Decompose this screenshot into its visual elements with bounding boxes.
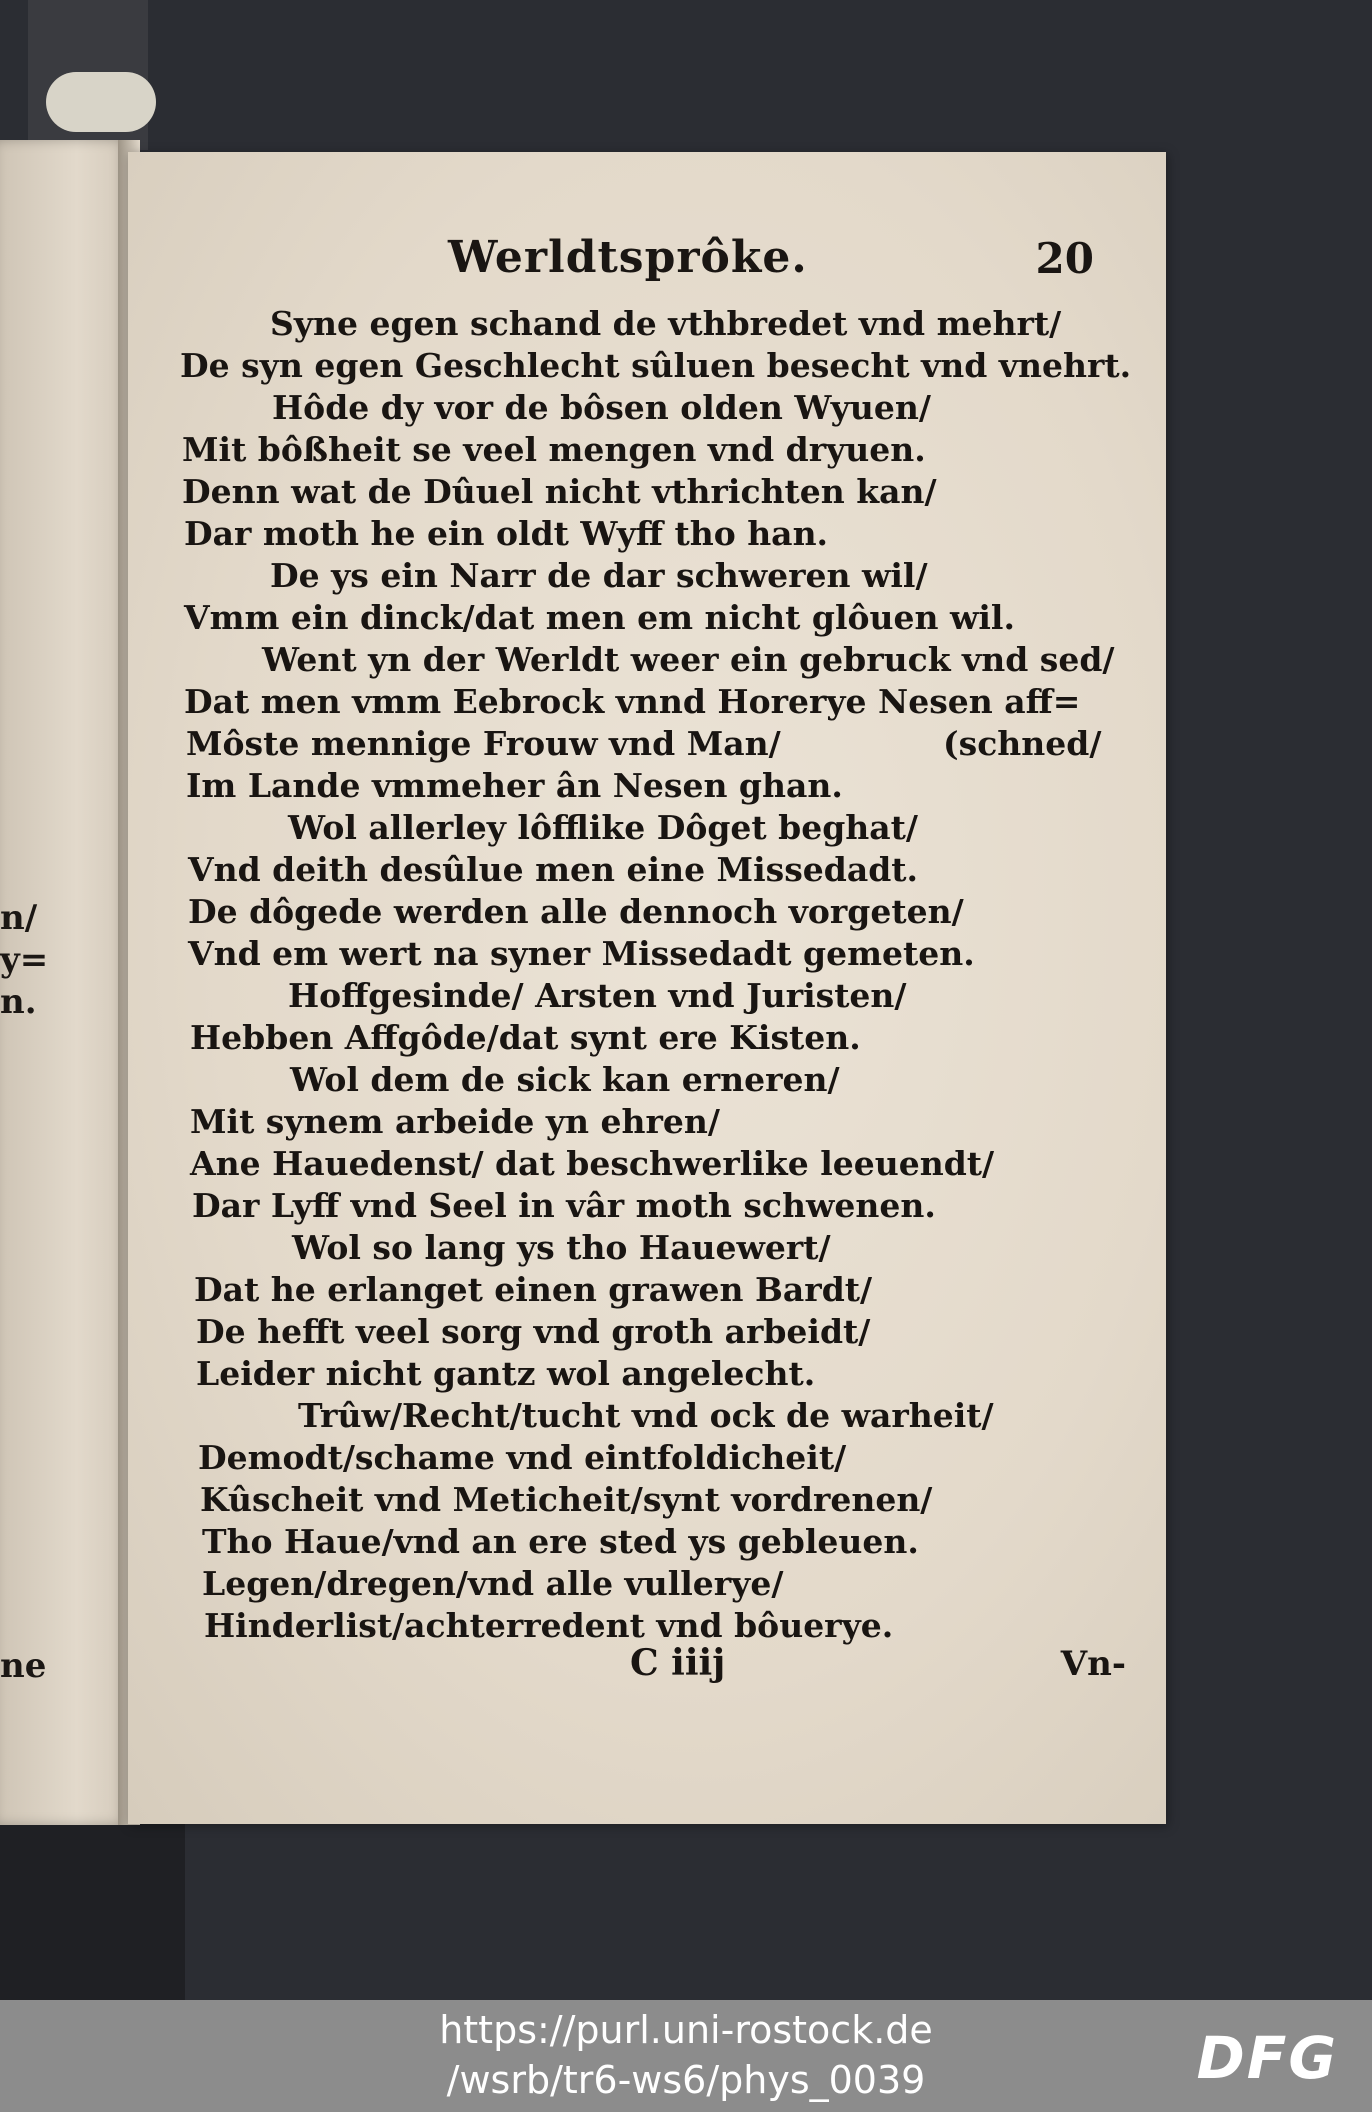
verse-line: Dar moth he ein oldt Wyff tho han.	[184, 514, 829, 553]
verse-line: Syne egen schand de vthbredet vnd mehrt/	[270, 304, 1062, 343]
binding-tie	[46, 72, 156, 132]
permalink-line-1[interactable]: https://purl.uni-rostock.de	[439, 2008, 933, 2052]
verse-line: Dar Lyff vnd Seel in vâr moth schwenen.	[192, 1186, 936, 1225]
verse-line: Demodt/schame vnd eintfoldicheit/	[198, 1438, 847, 1477]
verse-line: Mit bôßheit se veel mengen vnd dryuen.	[182, 430, 926, 469]
verse-line: Tho Haue/vnd an ere sted ys gebleuen.	[202, 1522, 919, 1561]
verse-line: Hoffgesinde/ Arsten vnd Juristen/	[288, 976, 907, 1015]
verse-line: Hebben Affgôde/dat synt ere Kisten.	[190, 1018, 861, 1057]
verse-line: Dat he erlanget einen grawen Bardt/	[194, 1270, 873, 1309]
left-page-fragment: n/	[0, 898, 38, 938]
verse-line: Kûscheit vnd Meticheit/synt vordrenen/	[200, 1480, 933, 1519]
verse-line: Ane Hauedenst/ dat beschwerlike leeuendt/	[190, 1144, 995, 1183]
verse-line: Mit synem arbeide yn ehren/	[190, 1102, 720, 1141]
book-page	[128, 152, 1166, 1824]
book-spine-top	[28, 0, 148, 150]
verse-line: Môste mennige Frouw vnd Man/	[186, 724, 781, 763]
running-header-title: Werldtsprôke.	[448, 232, 808, 283]
catchword: Vn-	[1060, 1644, 1126, 1684]
verse-line: Wol allerley lôfflike Dôget beghat/	[288, 808, 918, 847]
left-page-edge	[0, 140, 128, 1825]
verse-line: Dat men vmm Eebrock vnnd Horerye Nesen aff=	[184, 682, 1081, 721]
verse-line: Vmm ein dinck/dat men em nicht glôuen wil.	[184, 598, 1015, 637]
verse-line-continuation: (schned/	[943, 724, 1102, 763]
verse-line: Wol so lang ys tho Hauewert/	[292, 1228, 831, 1267]
verse-line: Leider nicht gantz wol angelecht.	[196, 1354, 816, 1393]
left-page-fragment: ne	[0, 1646, 47, 1686]
verse-line: Im Lande vmmeher ân Nesen ghan.	[186, 766, 843, 805]
permalink-line-2[interactable]: /wsrb/tr6-ws6/phys_0039	[446, 2058, 926, 2102]
verse-line: De hefft veel sorg vnd groth arbeidt/	[196, 1312, 871, 1351]
verse-line: De dôgede werden alle dennoch vorgeten/	[188, 892, 964, 931]
verse-line: Went yn der Werldt weer ein gebruck vnd sed/	[262, 640, 1115, 679]
verse-line: Wol dem de sick kan erneren/	[290, 1060, 840, 1099]
verse-line: Vnd em wert na syner Missedadt gemeten.	[188, 934, 975, 973]
page-number: 20	[1035, 234, 1094, 283]
signature-mark: C iiij	[630, 1642, 726, 1684]
verse-line: Legen/dregen/vnd alle vullerye/	[202, 1564, 784, 1603]
left-page-fragment: n.	[0, 982, 37, 1022]
verse-line: Trûw/Recht/tucht vnd ock de warheit/	[298, 1396, 994, 1435]
verse-line: Vnd deith desûlue men eine Missedadt.	[188, 850, 919, 889]
source-footer	[0, 2000, 1372, 2112]
dfg-logo: DFG	[1196, 2024, 1338, 2092]
verse-line: Denn wat de Dûuel nicht vthrichten kan/	[182, 472, 937, 511]
verse-line: Hinderlist/achterredent vnd bôuerye.	[204, 1606, 894, 1645]
verse-line: Hôde dy vor de bôsen olden Wyuen/	[272, 388, 931, 427]
left-page-fragment: y=	[0, 940, 49, 980]
book-spine-bottom	[0, 1820, 185, 2000]
verse-line: De ys ein Narr de dar schweren wil/	[270, 556, 928, 595]
verse-line: De syn egen Geschlecht sûluen besecht vnd vnehrt.	[180, 346, 1132, 385]
